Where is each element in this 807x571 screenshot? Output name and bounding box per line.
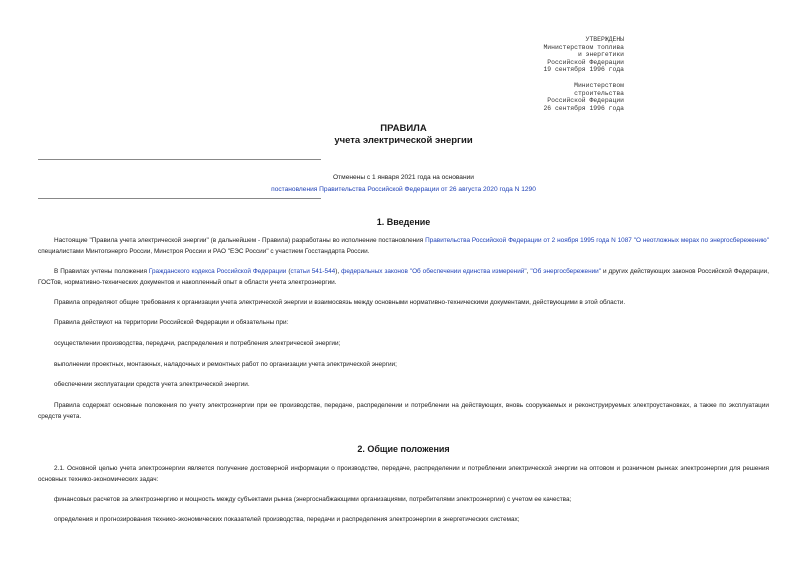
text-run: и других действующих законов Российской Федерации, ГОСТов, нормативно-технических документов и накопленный опыт в области учета электроэнергии. xyxy=(38,268,770,286)
repeal-note xyxy=(0,172,807,196)
civil-code-link[interactable]: Гражданского кодекса Российской Федерации xyxy=(148,268,287,275)
title-sub: учета электрической энергии xyxy=(334,135,473,146)
paragraph xyxy=(38,267,769,288)
energy-saving-law-link[interactable]: "Об энергосбережении" xyxy=(530,268,602,275)
title-main: ПРАВИЛА xyxy=(380,123,427,134)
civil-code-articles-link[interactable]: статьи 541-544 xyxy=(290,268,336,275)
divider-bottom xyxy=(38,198,321,199)
government-decree-link[interactable]: Правительства Российской Федерации от 2 ноября 1995 года N 1087 "О неотложных мерах по энергосбережению" xyxy=(425,237,769,244)
approval-line: и энергетики xyxy=(577,51,624,59)
approval-line: Российской Федерации xyxy=(547,97,624,105)
repeal-text: Отменены с 1 января 2021 года на основании xyxy=(333,174,474,181)
paragraph: Правила содержат основные положения по учету электроэнергии при ее производстве, передаче, распределении и потреблении на действующих, вновь сооружаемых и реконструируемых электроустановках, а также по эксплуатации средств учета. xyxy=(38,402,769,420)
section-heading-introduction: 1. Введение xyxy=(376,217,431,227)
paragraph: обеспечении эксплуатации средств учета электрической энергии. xyxy=(54,381,250,388)
repeal-decree-link[interactable]: постановления Правительства Российской Федерации от 26 августа 2020 года N 1290 xyxy=(271,186,536,193)
approval-line: 26 сентября 1996 года xyxy=(543,104,624,112)
approval-gap xyxy=(510,74,624,82)
approval-line: Министерством xyxy=(574,81,624,89)
paragraph xyxy=(38,236,769,257)
text-run: специалистами Минтопэнерго России, Минстроя России и РАО "ЕЭС России" с участием Госстандарта России. xyxy=(38,247,370,255)
approval-line: 19 сентября 1996 года xyxy=(543,66,624,74)
paragraph: осуществлении производства, передачи, распределения и потребления электрической энергии; xyxy=(54,340,341,347)
approval-stamp xyxy=(510,36,624,112)
approval-line: строительства xyxy=(574,89,624,97)
paragraph: Правила действуют на территории Российской Федерации и обязательны при: xyxy=(54,319,289,326)
section-heading-general: 2. Общие положения xyxy=(357,444,450,454)
paragraph: Правила определяют общие требования к организации учета электрической энергии и взаимосвязь между основными нормативно-техническими документами, действующими в этой области. xyxy=(54,299,626,306)
text-run: Настоящие "Правила учета электрической энергии" (в дальнейшем - Правила) разработаны во исполнение постановления xyxy=(54,237,426,244)
measurement-law-link[interactable]: федеральных законов "Об обеспечении единства измерений" xyxy=(341,268,527,275)
text-run: ), xyxy=(335,268,342,275)
paragraph: финансовых расчетов за электроэнергию и мощность между субъектами рынка (энергоснабжающими организациями, потребителями электроэнергии) с учетом ее качества; xyxy=(54,496,572,503)
text-run: В Правилах учтены положения xyxy=(54,268,149,275)
paragraph: 2.1. Основной целью учета электроэнергии является получение достоверной информации о производстве, передаче, распределении и потреблении электрической энергии на оптовом и розничном рынках электроэнергии для решения основных технико-экономических задач: xyxy=(38,465,769,483)
document-title xyxy=(0,123,807,147)
paragraph: определения и прогнозирования технико-экономических показателей производства, передачи и распределения электроэнергии в энергетических системах; xyxy=(54,516,520,523)
approval-line: Российской Федерации xyxy=(547,58,624,66)
divider-top xyxy=(38,159,321,160)
text-run: , xyxy=(526,268,531,275)
text-run: ( xyxy=(286,268,291,275)
approval-line: УТВЕРЖДЕНЫ xyxy=(585,36,624,43)
paragraph: выполнении проектных, монтажных, наладочных и ремонтных работ по организации учета электрической энергии; xyxy=(54,361,397,368)
approval-line: Министерством топлива xyxy=(543,43,624,51)
